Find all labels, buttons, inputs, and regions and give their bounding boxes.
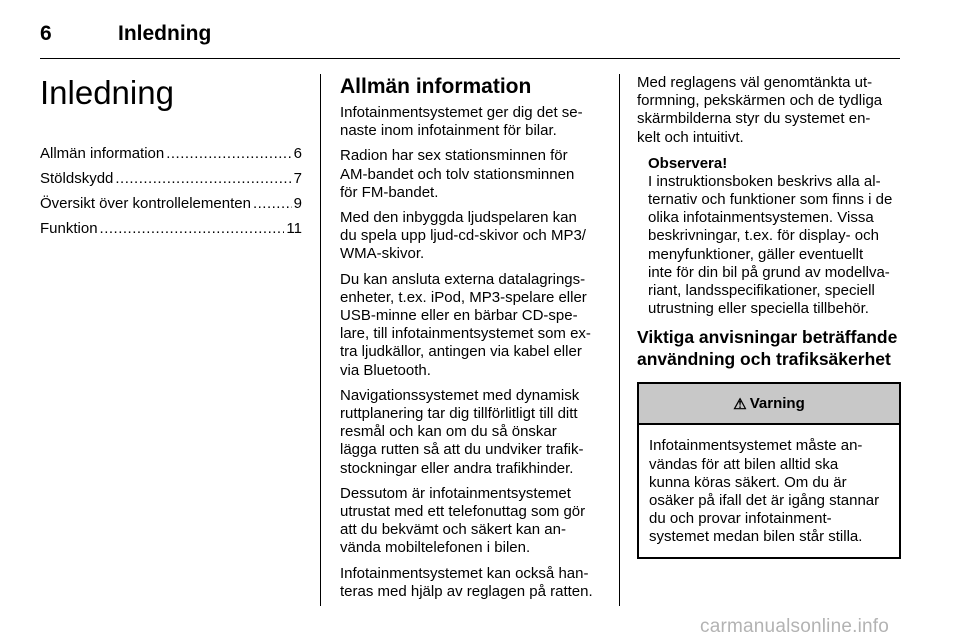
watermark: carmanualsonline.info [700,616,890,637]
warning-text [639,425,899,556]
note-text [648,173,901,319]
note-title: Observera! [648,154,728,172]
text-line: via Bluetooth. [340,361,431,379]
header-rule [40,58,900,59]
text-line: tra ljudkällor, antingen via kabel eller [340,343,582,361]
text-line: Infotainmentsystemet ger dig det se- [340,104,583,121]
body-paragraph [340,147,604,202]
text-line: systemet medan bilen står stilla. [649,528,863,546]
toc-entry-text: Allmän information [40,145,165,162]
text-line: I instruktionsboken beskrivs alla al- [648,172,881,190]
text-line: lare, till infotainmentsystemet som ex- [340,325,591,343]
toc-entry[interactable] [40,144,302,164]
text-line: kunna köras säkert. Om du är [649,473,847,491]
body-paragraph [340,271,604,380]
body-paragraph [340,565,604,601]
toc-entry-page: 6 [293,145,302,162]
text-line: stockningar eller andra trafikhinder. [340,459,574,477]
general-info-column [340,74,604,608]
section-title: Allmän information [340,75,532,98]
text-line: menyfunktioner, gäller eventuellt [648,245,864,263]
text-line: vända mobiltelefonen i bilen. [340,539,531,557]
text-line: kelt och intuitivt. [637,128,744,146]
text-line: skärmbilderna styr du systemet en- [637,110,871,128]
text-line: användning och trafiksäkerhet [637,349,891,370]
intro-paragraph [637,74,901,147]
text-line: lägga rutten så att du undviker trafik- [340,441,584,459]
body-paragraph [340,387,604,478]
running-title: Inledning [118,22,212,45]
toc-entry[interactable] [40,169,302,189]
text-line: olika infotainmentsystemen. Vissa [648,209,874,227]
chapter-title: Inledning [40,74,174,111]
text-line: WMA-skivor. [340,245,425,263]
general-info-body [340,104,604,601]
toc-entry-page: 7 [293,170,302,187]
text-line: naste inom infotainment för bilar. [340,122,557,140]
text-line: riant, landsspecifikationer, speciell [648,282,875,300]
body-paragraph [340,485,604,558]
text-line: formning, pekskärmen och de tydliga [637,92,883,110]
toc-entry-text: Funktion [40,220,98,237]
text-line: Du kan ansluta externa datalagrings- [340,270,586,288]
toc-leader-dots [166,144,291,164]
text-line: osäker på ifall det är igång stannar [649,492,880,510]
table-of-contents [40,144,302,239]
text-line: Radion har sex stationsminnen för [340,147,568,165]
text-line: resmål och kan om du så önskar [340,423,557,441]
page-header [40,22,910,48]
page-number: 6 [40,22,52,45]
body-paragraph [340,209,604,264]
toc-entry-page: 11 [286,220,302,237]
toc-entry-text: Stöldskydd [40,170,114,187]
text-line: ruttplanering tar dig tillförlitligt till ditt [340,405,578,423]
text-line: vändas för att bilen alltid ska [649,455,839,473]
text-line: du och provar infotainment- [649,510,832,528]
text-line: för FM-bandet. [340,183,439,201]
text-line: Navigationssystemet med dynamisk [340,386,580,404]
text-line: USB-minne eller en bärbar CD-spe- [340,307,578,325]
toc-entry-text: Översikt över kontrollelementen [40,195,251,212]
note-block [648,155,901,319]
text-line: Infotainmentsystemet måste an- [649,437,863,455]
text-line: inte för din bil på grund av modellva- [648,263,890,281]
text-line: Med den inbyggda ljudspelaren kan [340,209,577,227]
toc-entry[interactable] [40,194,302,214]
toc-leader-dots [115,169,291,189]
text-line: Infotainmentsystemet kan också han- [340,564,589,582]
text-line: enheter, t.ex. iPod, MP3-spelare eller [340,288,587,306]
warning-label: Varning [749,395,805,413]
text-line: Viktiga anvisningar beträffande [637,327,898,348]
toc-column [40,74,302,244]
text-line: Dessutom är infotainmentsystemet [340,484,571,502]
text-line: att du bekvämt och säkert kan an- [340,521,566,539]
text-line: utrustning eller speciella tillbehör. [648,300,869,318]
toc-entry[interactable] [40,219,302,239]
column-divider-2 [619,74,620,606]
column-divider-1 [320,74,321,606]
text-line: utrustat med ett telefonuttag som gör [340,503,586,521]
toc-entry-page: 9 [293,195,302,212]
toc-leader-dots [100,219,285,239]
safety-section-title [637,326,901,370]
toc-leader-dots [253,194,292,214]
right-column [637,74,901,559]
text-line: Med reglagens väl genomtänkta ut- [637,74,873,91]
warning-triangle-icon: ⚠ [733,395,747,413]
body-paragraph [340,104,604,140]
text-line: ternativ och funktioner som finns i de [648,191,893,209]
text-line: du spela upp ljud-cd-skivor och MP3/ [340,227,586,245]
text-line: beskrivningar, t.ex. för display- och [648,227,879,245]
text-line: teras med hjälp av reglagen på ratten. [340,582,593,600]
warning-header [639,384,899,425]
text-line: AM-bandet och tolv stationsminnen [340,165,575,183]
warning-box [637,382,901,558]
